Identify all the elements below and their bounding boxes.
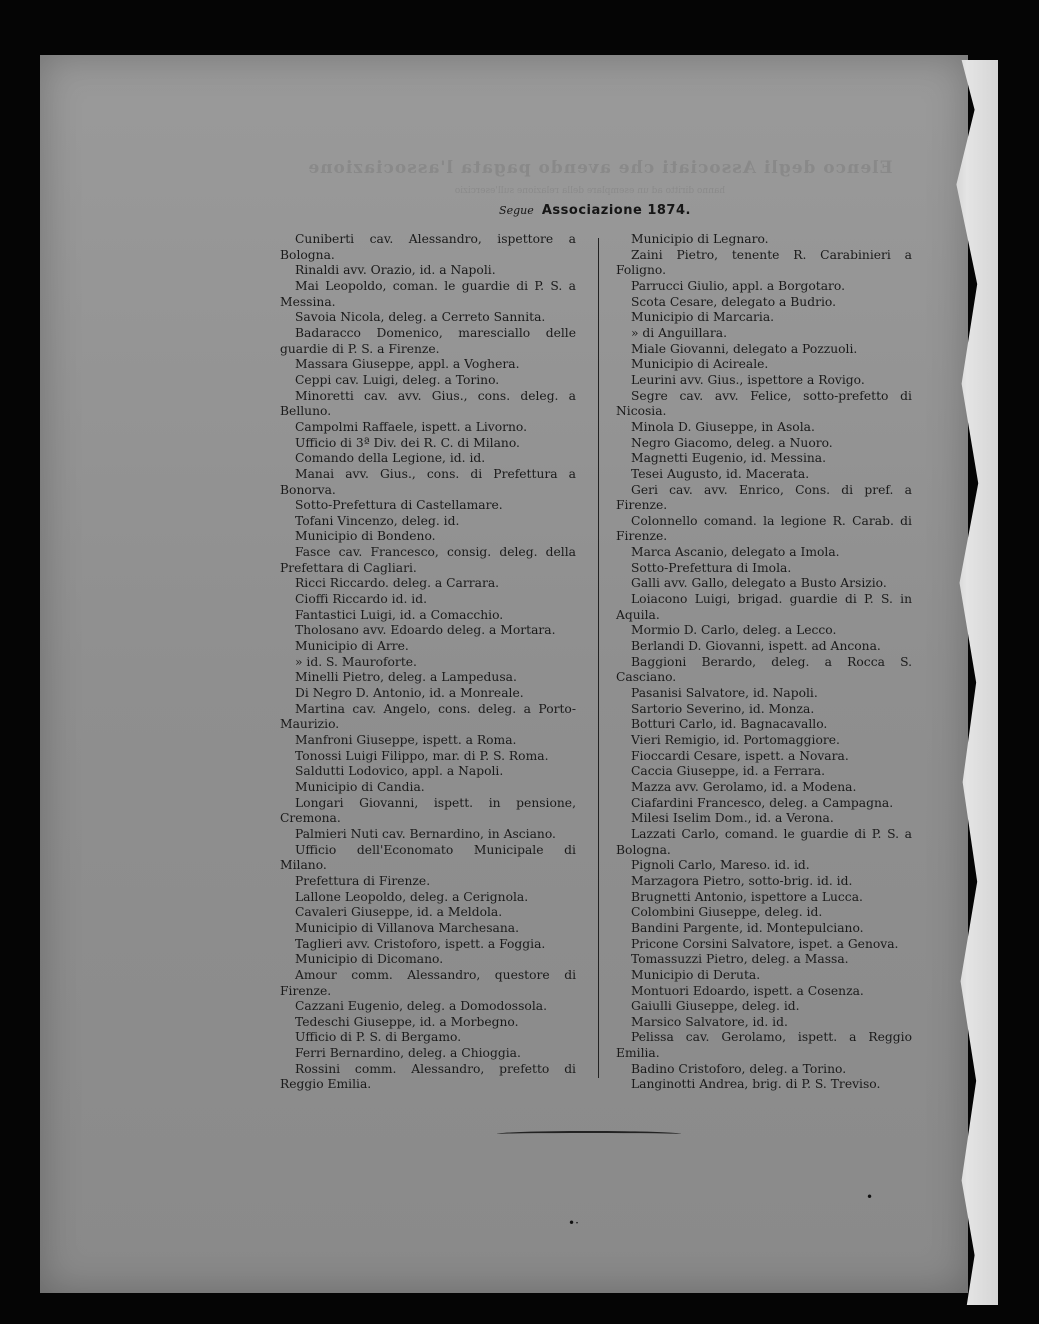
right-column [616, 232, 912, 1093]
list-entry: Marca Ascanio, delegato a Imola. [631, 545, 840, 560]
list-entry: Municipio di Villanova Marchesana. [295, 920, 520, 935]
list-entry: Colombini Giuseppe, deleg. id. [631, 905, 823, 920]
list-entry: Manai avv. Gius., cons. di Prefettura a Bonorva. [280, 466, 576, 497]
list-entry: Scota Cesare, delegato a Budrio. [631, 294, 836, 309]
list-entry: Municipio di Deruta. [631, 967, 761, 982]
list-entry: Ceppi cav. Luigi, deleg. a Torino. [295, 372, 500, 387]
list-entry: Sartorio Severino, id. Monza. [631, 701, 815, 716]
heading-prefix: Segue [499, 204, 534, 217]
list-entry: Marzagora Pietro, sotto-brig. id. id. [631, 873, 853, 888]
list-entry: Ufficio dell'Economato Municipale di Milano. [280, 842, 576, 873]
list-entry: Mormio D. Carlo, deleg. a Lecco. [631, 623, 837, 638]
list-entry: Ricci Riccardo. deleg. a Carrara. [295, 576, 500, 591]
list-entry: Rossini comm. Alessandro, prefetto di Reggio Emilia. [280, 1061, 576, 1092]
section-heading [280, 203, 910, 218]
list-entry: Tofani Vincenzo, deleg. id. [295, 513, 460, 528]
list-entry: Amour comm. Alessandro, questore di Firenze. [280, 967, 576, 998]
list-entry: Savoia Nicola, deleg. a Cerreto Sannita. [295, 310, 546, 325]
list-entry: Pignoli Carlo, Mareso. id. id. [631, 858, 810, 873]
list-entry: Martina cav. Angelo, cons. deleg. a Porto-Maurizio. [280, 701, 576, 732]
list-entry: Campolmi Raffaele, ispett. a Livorno. [295, 419, 528, 434]
list-entry: Comando della Legione, id. id. [295, 451, 486, 466]
list-entry: Ferri Bernardino, deleg. a Chioggia. [295, 1046, 521, 1061]
list-entry: Mai Leopoldo, coman. le guardie di P. S. a Messina. [280, 278, 576, 309]
list-entry: Caccia Giuseppe, id. a Ferrara. [631, 764, 825, 779]
list-entry: Fioccardi Cesare, ispett. a Novara. [631, 748, 849, 763]
list-entry: Badino Cristoforo, deleg. a Torino. [631, 1061, 847, 1076]
list-entry: Municipio di Arre. [295, 639, 409, 654]
list-entry: Miale Giovanni, delegato a Pozzuoli. [631, 341, 858, 356]
list-entry: Municipio di Candia. [295, 779, 425, 794]
list-entry: Municipio di Bondeno. [295, 529, 436, 544]
list-entry: Segre cav. avv. Felice, sotto-prefetto di Nicosia. [616, 388, 912, 419]
list-entry: Magnetti Eugenio, id. Messina. [631, 451, 827, 466]
bleed-through-title: Elenco degli Associati che avendo pagata l'associazione [307, 158, 893, 178]
list-entry: Botturi Carlo, id. Bagnacavallo. [631, 717, 828, 732]
list-entry: Negro Giacomo, deleg. a Nuoro. [631, 435, 833, 450]
list-entry: Massara Giuseppe, appl. a Voghera. [295, 357, 520, 372]
list-entry: Marsico Salvatore, id. id. [631, 1014, 788, 1029]
list-entry: Parrucci Giulio, appl. a Borgotaro. [631, 278, 846, 293]
list-entry: Municipio di Marcaria. [631, 310, 775, 325]
list-entry: Pricone Corsini Salvatore, ispet. a Genova. [631, 936, 899, 951]
left-column [280, 232, 576, 1093]
list-entry: Fantastici Luigi, id. a Comacchio. [295, 607, 504, 622]
list-entry: Manfroni Giuseppe, ispett. a Roma. [295, 733, 517, 747]
list-entry: Pelissa cav. Gerolamo, ispett. a Reggio Emilia. [616, 1030, 912, 1061]
list-entry: Loiacono Luigi, brigad. guardie di P. S. in Aquila. [616, 592, 912, 622]
list-entry: Colonnello comand. la legione R. Carab. di Firenze. [616, 513, 912, 544]
list-entry: Longari Giovanni, ispett. in pensione, Cremona. [280, 795, 576, 826]
heading-title: Associazione 1874. [541, 203, 691, 218]
list-entry: Sotto-Prefettura di Castellamare. [295, 498, 503, 513]
list-entry: Cioffi Riccardo id. id. [295, 592, 428, 607]
list-entry: Rinaldi avv. Orazio, id. a Napoli. [295, 263, 496, 278]
list-entry: Tedeschi Giuseppe, id. a Morbegno. [295, 1014, 519, 1029]
list-entry: Taglieri avv. Cristoforo, ispett. a Foggia. [295, 936, 546, 951]
closing-rule [497, 1131, 681, 1137]
column-divider [598, 238, 599, 1078]
list-entry: Badaracco Domenico, maresciallo delle guardie di P. S. a Firenze. [280, 325, 576, 356]
list-entry: Minoretti cav. avv. Gius., cons. deleg. a Belluno. [280, 388, 576, 419]
ink-speck: • [866, 1190, 874, 1204]
bleed-through-subtitle: hanno diritto ad un esemplare della relazione sull'esercizio [454, 186, 726, 196]
list-entry: Montuori Edoardo, ispett. a Cosenza. [631, 983, 864, 998]
list-entry: Geri cav. avv. Enrico, Cons. di pref. a Firenze. [616, 482, 912, 513]
list-entry: Leurini avv. Gius., ispettore a Rovigo. [631, 372, 865, 387]
list-entry: Prefettura di Firenze. [295, 873, 431, 888]
list-entry: Ufficio di P. S. di Bergamo. [295, 1030, 462, 1045]
list-entry: Pasanisi Salvatore, id. Napoli. [631, 686, 818, 701]
list-entry: Zaini Pietro, tenente R. Carabinieri a Foligno. [616, 247, 912, 278]
list-entry: Bandini Pargente, id. Montepulciano. [631, 920, 864, 935]
list-entry: Municipio di Legnaro. [631, 232, 769, 246]
list-entry: » di Anguillara. [631, 325, 727, 340]
ink-speck: •· [568, 1216, 579, 1230]
list-entry: Brugnetti Antonio, ispettore a Lucca. [631, 889, 863, 904]
list-entry: Lazzati Carlo, comand. le guardie di P. S. a Bologna. [616, 826, 912, 857]
list-entry: Milesi Iselim Dom., id. a Verona. [631, 811, 834, 826]
list-entry: Tonossi Luigi Filippo, mar. di P. S. Roma. [295, 748, 549, 763]
list-entry: Lallone Leopoldo, deleg. a Cerignola. [295, 889, 529, 904]
list-entry: Minelli Pietro, deleg. a Lampedusa. [295, 670, 517, 685]
list-entry: Vieri Remigio, id. Portomaggiore. [631, 733, 840, 747]
list-entry: Municipio di Dicomano. [295, 952, 444, 967]
list-entry: Minola D. Giuseppe, in Asola. [631, 419, 815, 434]
list-entry: Galli avv. Gallo, delegato a Busto Arsizio. [631, 576, 887, 591]
list-entry: Municipio di Acireale. [631, 357, 769, 372]
list-entry: Saldutti Lodovico, appl. a Napoli. [295, 764, 504, 779]
list-entry: Berlandi D. Giovanni, ispett. ad Ancona. [631, 639, 881, 654]
list-entry: Cazzani Eugenio, deleg. a Domodossola. [295, 999, 547, 1014]
list-entry: Langinotti Andrea, brig. di P. S. Treviso. [631, 1077, 881, 1092]
list-entry: Sotto-Prefettura di Imola. [631, 560, 792, 575]
list-entry: Fasce cav. Francesco, consig. deleg. della Prefettara di Cagliari. [280, 545, 576, 575]
list-entry: Cavaleri Giuseppe, id. a Meldola. [295, 905, 503, 920]
list-entry: Tesei Augusto, id. Macerata. [631, 466, 810, 481]
list-entry: Baggioni Berardo, deleg. a Rocca S. Casciano. [616, 654, 912, 685]
list-entry: » id. S. Mauroforte. [295, 654, 417, 669]
list-entry: Cuniberti cav. Alessandro, ispettore a Bologna. [280, 232, 576, 262]
list-entry: Palmieri Nuti cav. Bernardino, in Asciano. [295, 826, 556, 841]
list-entry: Ufficio di 3ª Div. dei R. C. di Milano. [295, 435, 520, 450]
list-entry: Di Negro D. Antonio, id. a Monreale. [295, 686, 524, 701]
list-entry: Gaiulli Giuseppe, deleg. id. [631, 999, 800, 1014]
list-entry: Tholosano avv. Edoardo deleg. a Mortara. [295, 623, 556, 638]
list-entry: Tomassuzzi Pietro, deleg. a Massa. [631, 952, 849, 967]
list-entry: Ciafardini Francesco, deleg. a Campagna. [631, 795, 894, 810]
list-entry: Mazza avv. Gerolamo, id. a Modena. [631, 779, 857, 794]
